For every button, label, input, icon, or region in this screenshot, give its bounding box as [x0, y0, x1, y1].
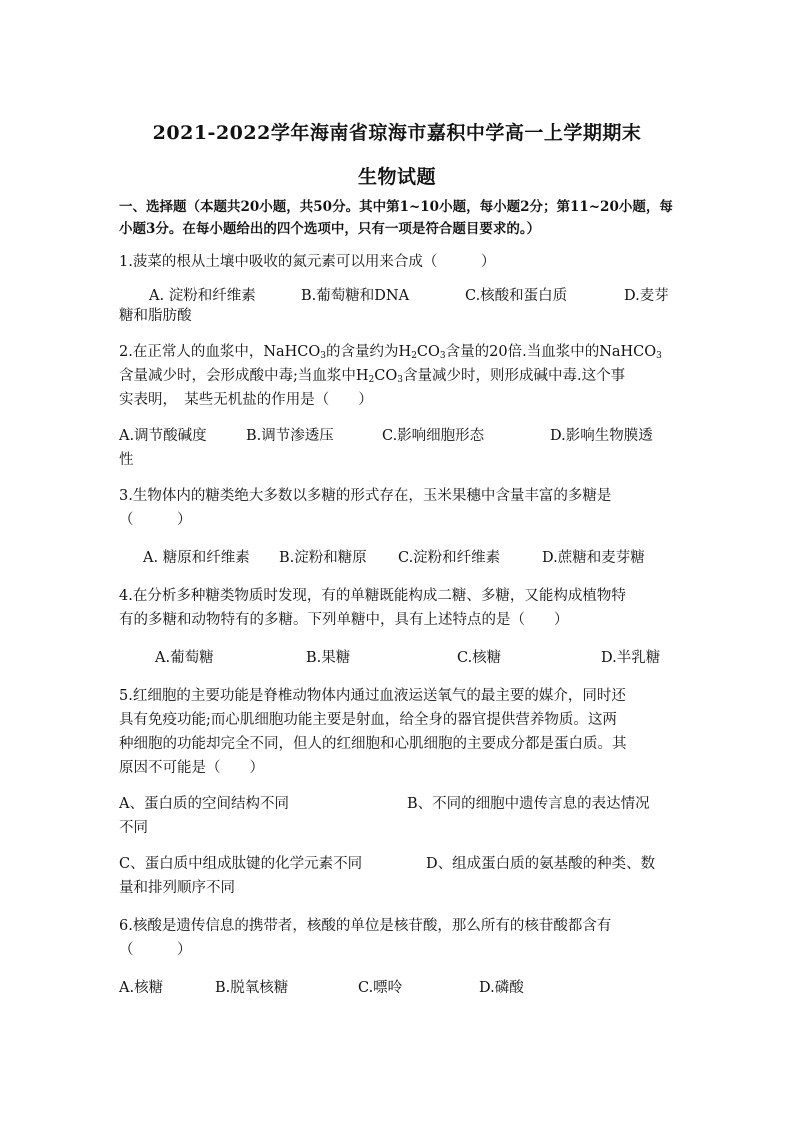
option-a: A. 糖原和纤维素 [143, 550, 250, 566]
question-5-stem-line3: 种细胞的功能却完全不同，但人的红细胞和心肌细胞的主要成分都是蛋白质。其 [119, 736, 627, 752]
option-d: D.蔗糖和麦芽糖 [542, 550, 645, 566]
option-b: B、不同的细胞中遗传言息的表达情况 [407, 796, 650, 812]
question-4-options [119, 646, 679, 670]
question-5-stem: 5.红细胞的主要功能是脊椎动物体内通过血液运送氧气的最主要的媒介，同时还 [119, 688, 626, 704]
question-5-stem-line4: 原因不可能是（ ） [119, 760, 264, 776]
option-c: C.核糖 [457, 650, 502, 666]
option-c: C、蛋白质中组成肽键的化学元素不同 [119, 856, 363, 872]
question-1-wrap: 糖和脂肪酸 [119, 308, 192, 324]
question-6-stem-line2: （ ） [119, 942, 192, 958]
option-a: A.核糖 [119, 980, 164, 996]
question-5-options-cd [119, 852, 679, 876]
option-a: A. 淀粉和纤维素 [149, 288, 256, 304]
option-d: D.磷酸 [479, 980, 524, 996]
question-5-option-b-wrap: 不同 [119, 820, 148, 836]
option-b: B.果糖 [306, 650, 351, 666]
option-b: B.葡萄糖和DNA [301, 288, 410, 304]
question-1-stem: 1.菠菜的根从土壤中吸收的氮元素可以用来合成（ ） [119, 254, 496, 270]
option-c: C.淀粉和纤维素 [398, 550, 501, 566]
question-4-stem-line2: 有的多糖和动物特有的多糖。下列单糖中，具有上述特点的是（ ） [119, 612, 569, 628]
question-2-wrap: 性 [119, 452, 134, 468]
option-b: B.脱氧核糖 [215, 980, 289, 996]
option-d: D.麦芽 [624, 288, 669, 304]
question-3-stem-line2: （ ） [119, 512, 192, 528]
question-5-stem-line2: 具有免疫功能;而心肌细胞功能主要是射血，给全身的器官提供营养物质。这两 [119, 712, 617, 728]
option-c: C.核酸和蛋白质 [465, 288, 568, 304]
option-b: B.淀粉和糖原 [279, 550, 367, 566]
question-2-stem-line3: 实表明， 某些无机盐的作用是（ ） [119, 392, 373, 408]
section-heading: 一、选择题（本题共20小题，共50分。其中第1~10小题，每小题2分；第11~20小题，每小题3分。在每小题给出的四个选项中，只有一项是符合题目要求的。） [119, 199, 673, 237]
question-6-options [119, 976, 679, 1000]
option-d: D、组成蛋白质的氨基酸的种类、数 [426, 856, 656, 872]
option-d: D.影响生物膜透 [550, 428, 653, 444]
question-2-options [119, 424, 679, 448]
question-3-stem: 3.生物体内的糖类绝大多数以多糖的形式存在，玉米果穗中含量丰富的多糖是 [119, 488, 612, 504]
question-4-stem: 4.在分析多种糖类物质时发现，有的单糖既能构成二糖、多糖，又能构成植物特 [119, 588, 626, 604]
option-a: A.调节酸碱度 [119, 428, 207, 444]
document-title: 2021-2022学年海南省琼海市嘉积中学高一上学期期末 [152, 122, 642, 144]
option-b: B.调节渗透压 [246, 428, 334, 444]
option-a: A、蛋白质的空间结构不同 [119, 796, 289, 812]
question-5-option-d-wrap: 量和排列顺序不同 [119, 880, 235, 896]
option-c: C.影响细胞形态 [382, 428, 485, 444]
question-3-options [119, 546, 679, 570]
option-c: C.嘌呤 [358, 980, 403, 996]
question-5-options-ab [119, 792, 679, 816]
question-6-stem: 6.核酸是遗传信息的携带者，核酸的单位是核苷酸，那么所有的核苷酸都含有 [119, 918, 612, 934]
document-subtitle: 生物试题 [357, 166, 436, 188]
question-2-stem-line1: 2.在正常人的血浆中，NaHCO$_3$的含量约为$H_2CO_3$含量的20倍.当血浆中的NaHCO$_3$ [119, 344, 662, 361]
option-a: A.葡萄糖 [155, 650, 214, 666]
option-d: D.半乳糖 [601, 650, 661, 666]
question-2-stem-line2: 含量减少时，会形成酸中毒;当血浆中$H_2CO_3$含量减少时，则形成碱中毒.这个事 [119, 368, 626, 385]
